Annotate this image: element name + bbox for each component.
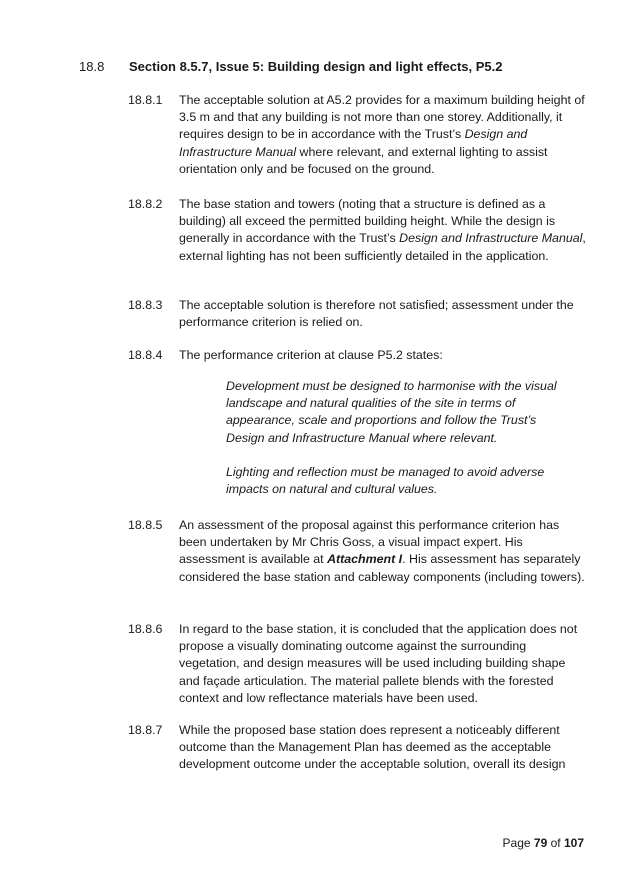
page-current: 79 <box>533 836 548 850</box>
quote-paragraph-2: Lighting and reflection must be managed to avoid adverse impacts on natural and cultural values. <box>226 464 545 497</box>
paragraph-number: 18.8.2 <box>128 197 163 211</box>
paragraph-number: 18.8.6 <box>128 622 163 636</box>
paragraph-number: 18.8.4 <box>128 348 163 362</box>
paragraph-text: While the proposed base station does represent a noticeably different outcome than the Management Plan has deemed as the acceptable development outcome under the acceptable solution, overall its design <box>179 723 566 772</box>
paragraph-18-8-3 <box>128 297 588 331</box>
paragraph-18-8-1 <box>128 92 588 178</box>
paragraph-18-8-5 <box>128 517 588 586</box>
paragraph-18-8-7 <box>128 722 588 774</box>
paragraph-number: 18.8.3 <box>128 298 163 312</box>
paragraph-text: The acceptable solution at A5.2 provides for a maximum building height of 3.5 m and that any building is not more than one storey. Additionally, it requires design to be in accordance with the Trust’s Design and Infrastructure Manual where relevant, and external lighting to assist orientation only and be focused on the ground. <box>179 93 585 176</box>
paragraph-text: In regard to the base station, it is concluded that the application does not propose a visually dominating outcome against the surrounding vegetation, and design measures will be used including building shape and façade articulation. The material pallete blends with the forested context and low reflectance materials have been used. <box>179 622 578 705</box>
page-total: 107 <box>563 836 584 850</box>
attachment-reference: Attachment I <box>327 552 403 567</box>
paragraph-text: The performance criterion at clause P5.2 states: <box>179 348 443 362</box>
paragraph-text: The acceptable solution is therefore not satisfied; assessment under the performance criterion is relied on. <box>179 298 574 330</box>
paragraph-number: 18.8.1 <box>128 93 163 107</box>
performance-criterion-quote <box>226 378 571 498</box>
paragraph-18-8-4 <box>128 347 588 364</box>
paragraph-18-8-6 <box>128 621 588 707</box>
paragraph-number: 18.8.7 <box>128 723 163 737</box>
page-footer <box>503 836 584 850</box>
section-title: Section 8.5.7, Issue 5: Building design and light effects, P5.2 <box>129 59 503 74</box>
of-label: of <box>550 836 561 850</box>
quote-paragraph-1: Development must be designed to harmonise with the visual landscape and natural qualities of the site in terms of appearance, scale and proportions and follow the Trust’s Design and Infrastructure Manual where relevant. <box>226 379 557 445</box>
section-number: 18.8 <box>79 59 105 74</box>
paragraph-text: The base station and towers (noting that a structure is defined as a building) all exceed the permitted building height. While the design is generally in accordance with the Trust’s Design and Infrastructure Manual, external lighting has not been sufficiently detailed in the application. <box>179 197 586 263</box>
paragraph-18-8-2 <box>128 196 588 265</box>
paragraph-number: 18.8.5 <box>128 518 163 532</box>
page-label: Page <box>502 836 531 850</box>
paragraph-text: An assessment of the proposal against this performance criterion has been undertaken by Mr Chris Goss, a visual impact expert. His assessment is available at Attachment I. His assessment has separately considered the base station and cableway components (including towers). <box>179 518 585 584</box>
